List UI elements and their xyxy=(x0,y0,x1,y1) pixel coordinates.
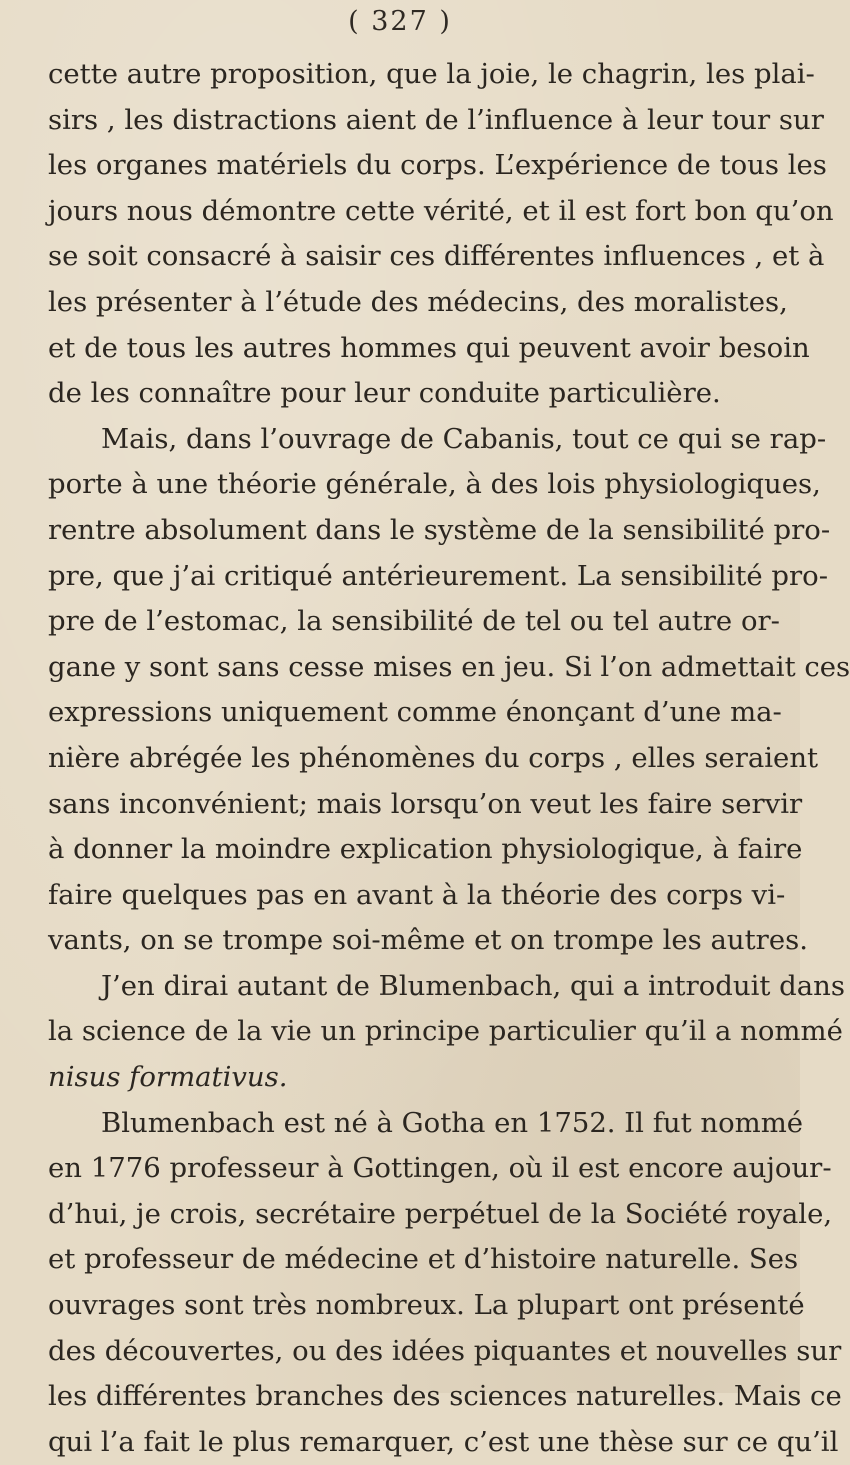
paragraph-first-line: Mais, dans l’ouvrage de Cabanis, tout ce qui se rap- xyxy=(101,422,827,455)
body-text xyxy=(48,52,850,1465)
text-line: les organes matériels du corps. L’expérience de tous les xyxy=(48,149,827,182)
text-line: les différentes branches des sciences naturelles. Mais ce xyxy=(48,1380,842,1413)
text-line: porte à une théorie générale, à des lois physiologiques, xyxy=(48,468,821,501)
text-line: en 1776 professeur à Gottingen, où il est encore aujour- xyxy=(48,1152,832,1185)
text-line: nière abrégée les phénomènes du corps , elles seraient xyxy=(48,741,819,774)
paragraph-first-line: J’en dirai autant de Blumenbach, qui a introduit dans xyxy=(101,969,845,1002)
text-line: sans inconvénient; mais lorsqu’on veut les faire servir xyxy=(48,787,803,820)
text-line: à donner la moindre explication physiologique, à faire xyxy=(48,833,803,866)
text-line: les présenter à l’étude des médecins, des moralistes, xyxy=(48,285,788,318)
text-line: la science de la vie un principe particulier qu’il a nommé xyxy=(48,1015,843,1048)
text-line: des découvertes, ou des idées piquantes et nouvelles sur xyxy=(48,1334,842,1367)
text-line: pre de l’estomac, la sensibilité de tel ou tel autre or- xyxy=(48,605,780,638)
text-line: faire quelques pas en avant à la théorie des corps vi- xyxy=(48,878,786,911)
text-line: et de tous les autres hommes qui peuvent avoir besoin xyxy=(48,331,810,364)
text-line: d’hui, je crois, secrétaire perpétuel de la Société royale, xyxy=(48,1197,833,1230)
text-line: pre, que j’ai critiqué antérieurement. La sensibilité pro- xyxy=(48,559,828,592)
paragraph-first-line: Blumenbach est né à Gotha en 1752. Il fut nommé xyxy=(101,1106,804,1139)
page-number: ( 327 ) xyxy=(348,6,452,37)
text-line: de les connaître pour leur conduite particulière. xyxy=(48,377,721,410)
text-line: vants, on se trompe soi-même et on trompe les autres. xyxy=(48,924,808,957)
text-line: se soit consacré à saisir ces différentes influences , et à xyxy=(48,240,825,273)
text-line: gane y sont sans cesse mises en jeu. Si l’on admettait ces xyxy=(48,650,850,683)
text-line: jours nous démontre cette vérité, et il est fort bon qu’on xyxy=(48,194,834,227)
text-line: rentre absolument dans le système de la sensibilité pro- xyxy=(48,513,831,546)
text-line: ouvrages sont très nombreux. La plupart ont présenté xyxy=(48,1289,805,1322)
text-line: qui l’a fait le plus remarquer, c’est une thèse sur ce qu’il xyxy=(48,1425,839,1458)
text-line: expressions uniquement comme énonçant d’une ma- xyxy=(48,696,782,729)
text-line: sirs , les distractions aient de l’influence à leur tour sur xyxy=(48,103,824,136)
text-line: cette autre proposition, que la joie, le chagrin, les plai- xyxy=(48,58,815,90)
latin-term: nisus formativus. xyxy=(48,1061,288,1094)
text-line: et professeur de médecine et d’histoire naturelle. Ses xyxy=(48,1243,799,1276)
